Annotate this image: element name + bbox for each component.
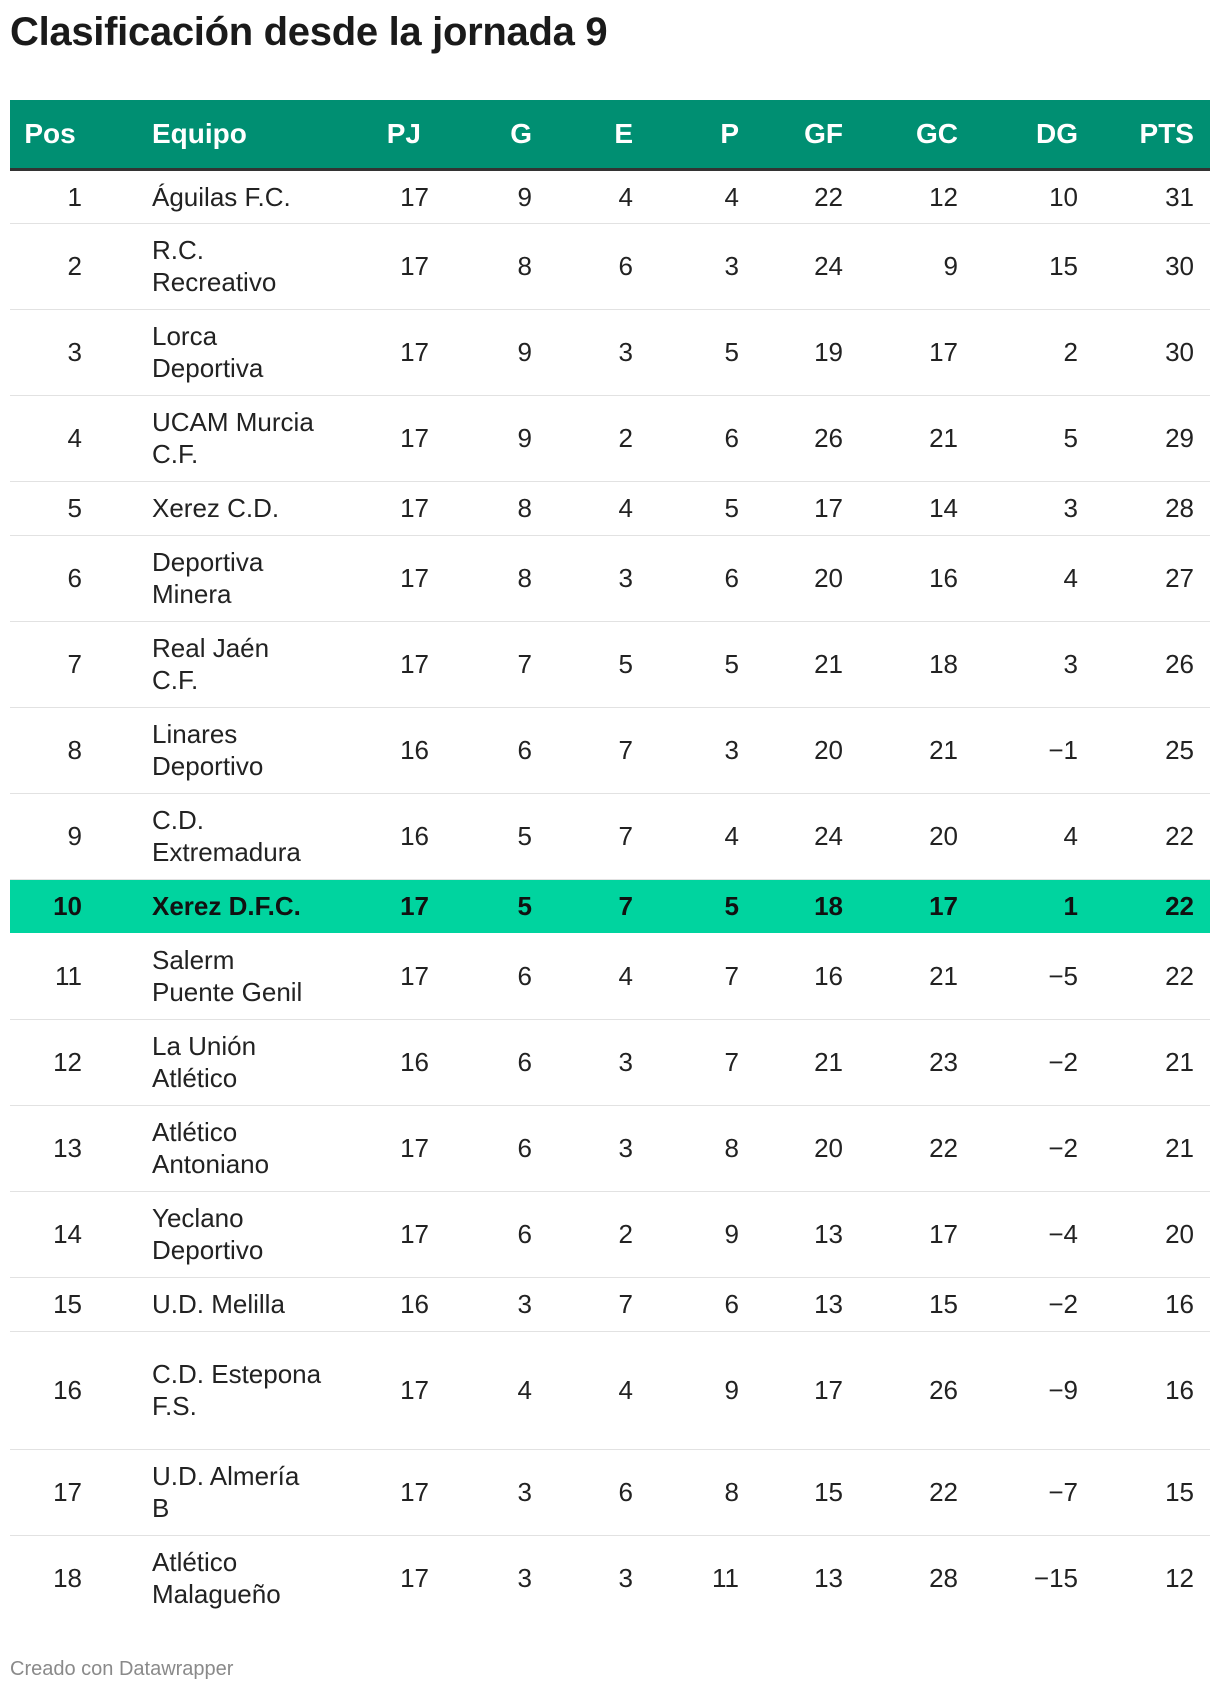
cell-pos: 9 [10,793,90,879]
cell-g: 9 [429,309,532,395]
cell-pts: 21 [1078,1019,1210,1105]
cell-e: 6 [532,1449,633,1535]
team-name: Águilas F.C. [152,181,291,212]
cell-pos: 5 [10,481,90,535]
column-header-e[interactable]: E [532,100,633,169]
team-name: UCAM Murcia C.F. [152,407,314,469]
cell-g: 8 [429,535,532,621]
team-name: Deportiva Minera [152,547,264,609]
cell-pos: 18 [53,1563,82,1594]
cell-pos: 8 [10,707,90,793]
cell-dg: 15 [958,223,1078,309]
cell-pts: 15 [1078,1449,1210,1535]
cell-g: 3 [429,1449,532,1535]
table-row [10,309,1210,395]
team-name: Xerez D.F.C. [152,891,301,922]
cell-pj: 16 [330,1277,429,1331]
cell-p: 5 [633,621,739,707]
table-row [10,707,1210,793]
cell-gf: 26 [739,395,843,481]
cell-pts: 30 [1078,223,1210,309]
cell-pj: 16 [330,707,429,793]
column-header-dg[interactable]: DG [958,100,1078,169]
chart-title: Clasificación desde la jornada 9 [10,10,608,54]
team-name: Atlético Malagueño [152,1547,281,1610]
cell-dg: 1 [958,879,1078,933]
column-header-pts[interactable]: PTS [1078,100,1210,169]
cell-pts: 22 [1078,933,1210,1019]
cell-equipo [90,1191,330,1277]
cell-pos: 17 [10,1449,90,1535]
cell-g: 9 [429,169,532,223]
cell-pos: 4 [10,395,90,481]
cell-equipo [90,1331,330,1449]
cell-dg: −2 [958,1277,1078,1331]
cell-pj: 17 [330,1449,429,1535]
cell-p: 3 [633,707,739,793]
cell-pts: 16 [1078,1331,1210,1449]
table-row [10,1191,1210,1277]
cell-gf: 20 [739,535,843,621]
cell-gc: 21 [843,933,958,1019]
cell-pos: 6 [10,535,90,621]
cell-p: 7 [633,1019,739,1105]
column-header-p[interactable]: P [633,100,739,169]
team-name: U.D. Melilla [152,1289,285,1319]
cell-p: 5 [633,309,739,395]
cell-equipo [90,1105,330,1191]
team-name: Linares Deportivo [152,719,264,781]
team-name: Lorca Deportiva [152,321,264,383]
table-row [10,793,1210,879]
cell-dg: 4 [958,793,1078,879]
cell-g: 6 [429,1105,532,1191]
cell-pj: 17 [330,879,429,933]
cell-g: 9 [429,395,532,481]
cell-equipo [90,395,330,481]
cell-dg: 2 [958,309,1078,395]
cell-gf: 17 [739,1331,843,1449]
cell-equipo [90,481,330,535]
cell-gc: 17 [843,1191,958,1277]
cell-pos: 10 [10,879,90,933]
cell-dg: −4 [958,1191,1078,1277]
cell-dg: −2 [958,1105,1078,1191]
cell-pj: 17 [400,1563,429,1594]
table-row [10,1535,1210,1621]
cell-dg: −2 [958,1019,1078,1105]
table-row [10,879,1210,933]
cell-dg: 5 [958,395,1078,481]
cell-p: 5 [633,879,739,933]
cell-pos: 13 [10,1105,90,1191]
cell-e: 4 [532,169,633,223]
cell-e: 7 [532,1277,633,1331]
cell-equipo [90,707,330,793]
cell-e: 3 [532,1105,633,1191]
team-name: Xerez C.D. [152,493,280,523]
cell-pts: 26 [1078,621,1210,707]
cell-e: 4 [532,933,633,1019]
cell-p: 7 [633,933,739,1019]
cell-pj: 17 [330,621,429,707]
cell-pj: 17 [330,309,429,395]
column-header-gc[interactable]: GC [843,100,958,169]
cell-p: 4 [633,793,739,879]
cell-pos: 1 [10,169,90,223]
cell-pts: 27 [1078,535,1210,621]
cell-e: 7 [532,707,633,793]
cell-g: 4 [429,1331,532,1449]
cell-p: 11 [712,1563,739,1594]
team-name: Real Jaén C.F. [152,633,270,695]
cell-pts: 16 [1078,1277,1210,1331]
cell-g: 6 [429,1019,532,1105]
cell-e: 3 [618,1563,633,1594]
cell-pj: 17 [330,169,429,223]
cell-pos: 2 [10,223,90,309]
cell-gc: 21 [843,707,958,793]
cell-dg: −7 [958,1449,1078,1535]
table-row [10,1105,1210,1191]
cell-pts: 22 [1078,793,1210,879]
cell-dg: −15 [1033,1563,1078,1594]
cell-pos: 7 [10,621,90,707]
cell-equipo [90,169,330,223]
cell-pts: 21 [1078,1105,1210,1191]
cell-dg: 3 [958,481,1078,535]
cell-dg: 4 [958,535,1078,621]
cell-p: 6 [633,1277,739,1331]
cell-gf: 20 [739,1105,843,1191]
cell-pj: 17 [330,395,429,481]
cell-gf: 24 [739,793,843,879]
cell-gf: 16 [739,933,843,1019]
cell-gc: 26 [843,1331,958,1449]
cell-p: 6 [633,535,739,621]
cell-equipo [90,1535,330,1621]
cell-gc: 21 [843,395,958,481]
cell-pts: 25 [1078,707,1210,793]
table-row [10,1331,1210,1449]
cell-equipo [90,879,330,933]
team-name: Yeclano Deportivo [152,1203,264,1265]
cell-g: 6 [429,707,532,793]
cell-e: 3 [532,535,633,621]
cell-e: 3 [532,309,633,395]
table-row [10,223,1210,309]
cell-pos: 11 [10,933,90,1019]
cell-e: 3 [532,1019,633,1105]
table-row [10,933,1210,1019]
cell-pj: 17 [330,535,429,621]
cell-g: 7 [429,621,532,707]
cell-e: 7 [532,879,633,933]
cell-gc: 16 [843,535,958,621]
cell-gf: 13 [739,1191,843,1277]
table-row [10,169,1210,223]
cell-pts: 30 [1078,309,1210,395]
cell-gf: 19 [739,309,843,395]
cell-gf: 22 [739,169,843,223]
column-header-g[interactable]: G [429,100,532,169]
cell-g: 8 [429,481,532,535]
table-row [10,535,1210,621]
cell-dg: −1 [958,707,1078,793]
cell-dg: 3 [958,621,1078,707]
cell-equipo [90,793,330,879]
cell-equipo [90,621,330,707]
cell-gc: 17 [843,309,958,395]
cell-gc: 22 [843,1105,958,1191]
cell-gf: 20 [739,707,843,793]
column-header-pj[interactable]: PJ [330,100,429,169]
footer-credit: Creado con Datawrapper [10,1658,234,1680]
table-row [10,1277,1210,1331]
table-row [10,621,1210,707]
cell-e: 4 [532,1331,633,1449]
cell-pj: 17 [330,481,429,535]
cell-gc: 17 [843,879,958,933]
cell-equipo [90,1019,330,1105]
cell-gc: 23 [843,1019,958,1105]
table-header-row [10,100,1210,169]
cell-pos: 14 [10,1191,90,1277]
team-name: R.C. Recreativo [152,235,277,297]
cell-g: 6 [429,933,532,1019]
cell-pj: 17 [330,933,429,1019]
cell-gc: 28 [929,1563,958,1594]
cell-g: 3 [429,1277,532,1331]
cell-pos: 3 [10,309,90,395]
cell-e: 4 [532,481,633,535]
cell-gc: 9 [843,223,958,309]
cell-dg: 10 [958,169,1078,223]
table-row [10,1019,1210,1105]
cell-e: 6 [532,223,633,309]
cell-e: 7 [532,793,633,879]
table-body [10,169,1210,1621]
column-header-equipo[interactable]: Equipo [90,100,330,169]
cell-pos: 15 [10,1277,90,1331]
cell-gc: 15 [843,1277,958,1331]
cell-pts: 28 [1078,481,1210,535]
table-row [10,1449,1210,1535]
cell-equipo [90,1449,330,1535]
cell-e: 2 [532,395,633,481]
team-name: Atlético Antoniano [152,1117,270,1179]
cell-p: 8 [633,1449,739,1535]
cell-equipo [90,535,330,621]
cell-p: 9 [633,1331,739,1449]
team-name: Salerm Puente Genil [152,944,303,1007]
cell-g: 3 [517,1563,532,1594]
cell-dg: −9 [958,1331,1078,1449]
cell-p: 9 [633,1191,739,1277]
cell-gc: 18 [843,621,958,707]
team-name: C.D. Extremadura [152,805,301,867]
column-header-pos[interactable]: Pos [10,100,90,169]
cell-p: 5 [633,481,739,535]
cell-pj: 16 [330,1019,429,1105]
cell-gf: 21 [739,621,843,707]
cell-pts: 20 [1078,1191,1210,1277]
column-header-gf[interactable]: GF [739,100,843,169]
cell-pts: 29 [1078,395,1210,481]
cell-pj: 17 [330,1105,429,1191]
cell-gc: 12 [843,169,958,223]
table-row [10,481,1210,535]
cell-pj: 17 [330,223,429,309]
cell-equipo [90,933,330,1019]
cell-gc: 20 [843,793,958,879]
cell-pj: 17 [330,1331,429,1449]
cell-pj: 16 [330,793,429,879]
cell-equipo [90,309,330,395]
cell-pos: 16 [10,1331,90,1449]
cell-p: 4 [633,169,739,223]
cell-gc: 14 [843,481,958,535]
cell-pts: 12 [1165,1563,1194,1594]
standings-table [10,100,1210,1621]
cell-gf: 18 [739,879,843,933]
cell-gf: 21 [739,1019,843,1105]
cell-equipo [90,1277,330,1331]
table-row [10,395,1210,481]
cell-p: 3 [633,223,739,309]
cell-p: 8 [633,1105,739,1191]
cell-pts: 22 [1078,879,1210,933]
cell-gf: 15 [739,1449,843,1535]
team-name: La Unión Atlético [152,1031,257,1093]
cell-gf: 13 [739,1277,843,1331]
cell-gc: 22 [843,1449,958,1535]
cell-gf: 24 [739,223,843,309]
cell-g: 6 [429,1191,532,1277]
cell-gf: 17 [739,481,843,535]
cell-e: 2 [532,1191,633,1277]
cell-equipo [90,223,330,309]
cell-pj: 17 [330,1191,429,1277]
cell-dg: −5 [958,933,1078,1019]
cell-g: 5 [429,879,532,933]
cell-pts: 31 [1078,169,1210,223]
team-name: U.D. Almería B [152,1461,300,1523]
cell-e: 5 [532,621,633,707]
cell-p: 6 [633,395,739,481]
cell-gf: 13 [814,1563,843,1594]
team-name: C.D. Estepona F.S. [152,1359,322,1421]
cell-g: 5 [429,793,532,879]
cell-g: 8 [429,223,532,309]
cell-pos: 12 [10,1019,90,1105]
